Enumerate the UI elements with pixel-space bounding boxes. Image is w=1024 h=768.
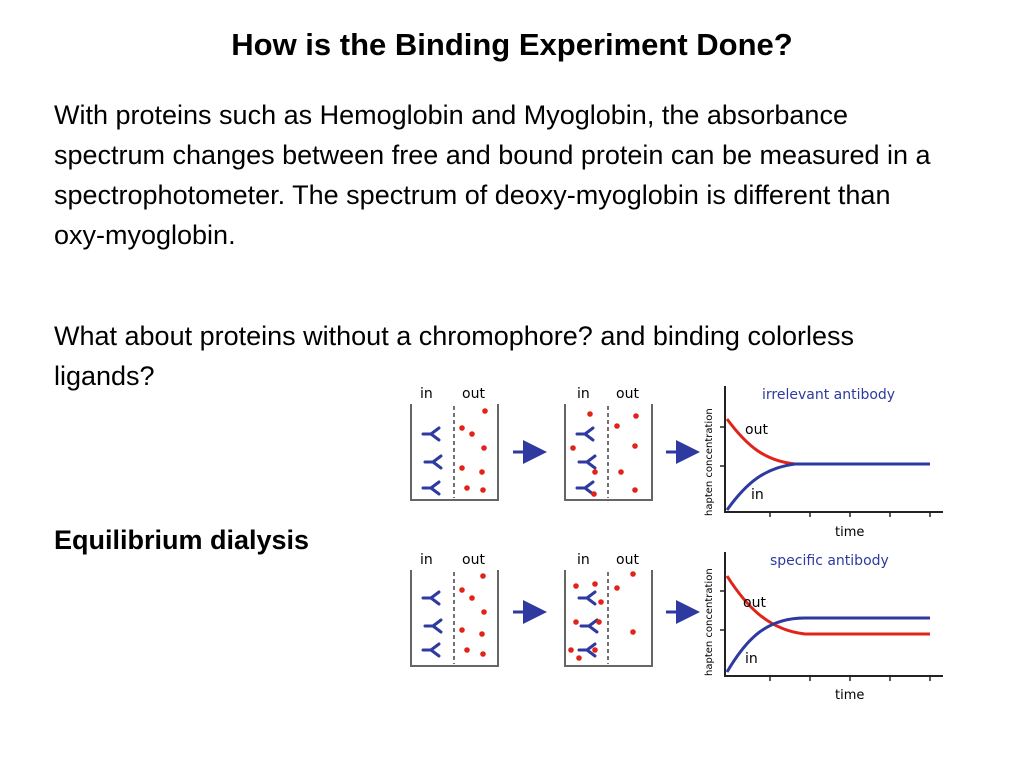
antibody-group [423, 592, 441, 656]
in-curve-label: in [751, 487, 764, 503]
x-axis-label: time [835, 688, 865, 703]
label-in: in [577, 386, 590, 402]
label-in: in [577, 552, 590, 568]
graph-title: irrelevant antibody [762, 387, 896, 403]
label-in: in [420, 552, 433, 568]
y-axis-label: hapten concentration [704, 568, 715, 676]
hapten-group [459, 573, 487, 657]
antibody-group [577, 428, 595, 494]
label-in: in [420, 386, 433, 402]
beaker-equilibrium-2 [565, 552, 652, 666]
y-axis-label: hapten concentration [704, 408, 715, 516]
out-curve-label: out [743, 595, 766, 611]
x-axis-label: time [835, 525, 865, 540]
hapten-group [568, 571, 636, 661]
equilibrium-dialysis-label: Equilibrium dialysis [54, 525, 310, 555]
beaker-initial-2 [411, 552, 498, 666]
paragraph-chromophore: What about proteins without a chromophore? and binding colorless ligands? [54, 321, 854, 391]
label-out: out [462, 386, 485, 402]
slide-title: How is the Binding Experiment Done? [231, 27, 793, 62]
antibody-group [579, 592, 597, 656]
label-out: out [616, 386, 639, 402]
graph-specific [704, 552, 943, 703]
label-out: out [462, 552, 485, 568]
antibody-group [423, 428, 441, 494]
dialysis-figure [395, 376, 955, 716]
row-specific [411, 552, 943, 703]
hapten-group [570, 411, 639, 497]
graph-title: specific antibody [770, 553, 889, 569]
hapten-group [459, 408, 488, 493]
graph-irrelevant [704, 386, 943, 540]
beaker-equilibrium-1 [565, 386, 652, 500]
paragraph-spectrum: With proteins such as Hemoglobin and Myoglobin, the absorbance spectrum changes between free and bound protein can be measured in a spectrophotometer. The spectrum of deoxy-myoglobin is different than oxy-myoglobin. [54, 100, 931, 250]
row-irrelevant [411, 386, 943, 540]
out-curve-label: out [745, 422, 768, 438]
in-curve-label: in [745, 651, 758, 667]
dialysis-diagram [395, 376, 955, 716]
label-out: out [616, 552, 639, 568]
beaker-initial-1 [411, 386, 498, 500]
